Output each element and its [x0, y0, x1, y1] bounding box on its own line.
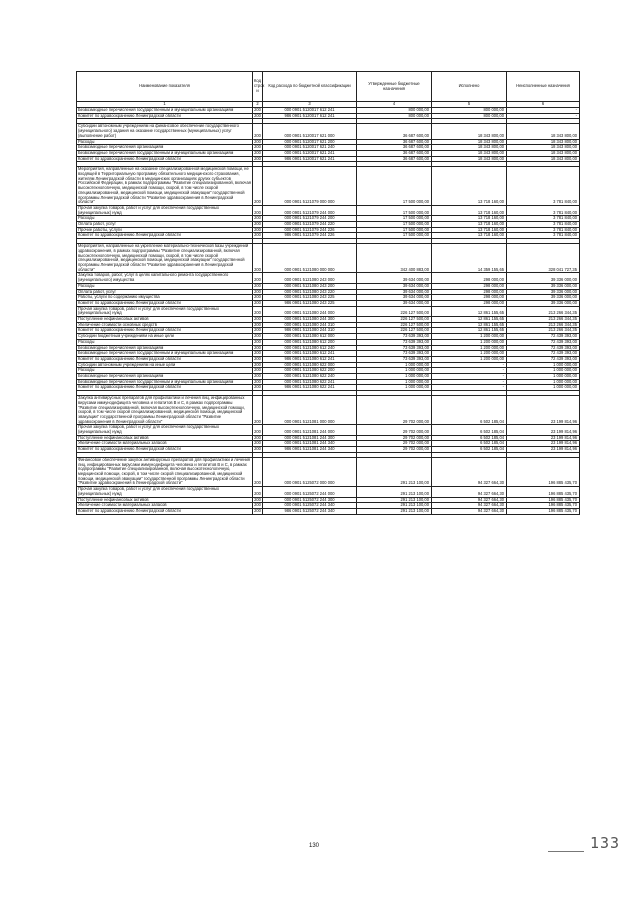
row-approved: 39 634 000,00 [357, 289, 432, 295]
row-code: 200 [254, 221, 261, 227]
row-name: Увеличение стоимости материальных запасов [77, 503, 253, 509]
row-executed: 800 000,00 [432, 108, 507, 114]
row-name: Закупка товаров, работ, услуг в целях капитального ремонта государственного (муниципального) имущества [77, 273, 253, 283]
row-kbk: 000 0901 5121079 244 200 [263, 216, 357, 222]
row-approved: 29 702 000,00 [357, 447, 432, 453]
table-body [77, 108, 580, 515]
row-kbk: 000 0901 5121080 000 000 [263, 244, 357, 273]
stamp-underline [548, 851, 584, 852]
row-code: 200 [254, 333, 261, 339]
row-executed: 298 000,00 [432, 273, 507, 283]
row-code: 200 [254, 440, 261, 446]
row-executed: 1 200 000,00 [432, 339, 507, 345]
row-executed: - [432, 368, 507, 374]
row-code: 200 [254, 434, 261, 440]
budget-table-sheet [76, 71, 579, 515]
row-code: 200 [253, 124, 263, 139]
row-remaining: 1 000 000,00 [507, 379, 580, 385]
row-code: 200 [253, 457, 263, 486]
row-kbk: 986 0901 5121080 244 310 [263, 328, 357, 334]
row-executed: 12 861 155,65 [432, 328, 507, 334]
row-name: Увеличение стоимости материальных запасов [77, 441, 253, 447]
row-executed: - [432, 362, 507, 368]
row-code: 200 [254, 367, 261, 373]
row-remaining: 72 439 393,00 [507, 356, 580, 362]
row-executed: 12 861 155,65 [432, 306, 507, 316]
row-approved: 36 687 600,00 [357, 156, 432, 162]
row-name: Оплата работ, услуг [77, 289, 253, 295]
row-name: Комитет по здравоохранению Ленинградской области [77, 447, 253, 453]
row-executed: 18 343 800,00 [432, 145, 507, 151]
row-kbk: 000 0901 5121080 612 240 [263, 345, 357, 351]
row-approved: 36 687 600,00 [357, 145, 432, 151]
row-kbk: 986 0901 5121080 612 241 [263, 356, 357, 362]
table-row [77, 124, 580, 139]
row-remaining: 3 781 840,00 [507, 167, 580, 206]
table-header-row [77, 72, 580, 102]
row-kbk: 000 0901 5120017 612 241 [263, 108, 357, 114]
table-row [77, 487, 580, 497]
row-remaining: 72 439 393,00 [507, 345, 580, 351]
row-executed: 94 327 664,30 [432, 487, 507, 497]
row-executed: 1 200 000,00 [432, 345, 507, 351]
row-kbk: 000 0901 5120017 621 240 [263, 145, 357, 151]
row-kbk: 000 0901 5121080 622 240 [263, 374, 357, 380]
row-kbk: 000 0901 5121080 244 300 [263, 317, 357, 323]
row-approved: 36 687 600,00 [357, 124, 432, 139]
row-code: 200 [253, 396, 263, 425]
row-remaining: 196 885 435,70 [507, 503, 580, 509]
row-code: 200 [254, 502, 261, 508]
row-remaining: 23 199 814,96 [507, 441, 580, 447]
row-approved: 1 000 000,00 [357, 368, 432, 374]
row-code: 200 [254, 384, 261, 390]
row-approved: 1 000 000,00 [357, 385, 432, 391]
row-name: Субсидии автономным учреждениям на иные цели [77, 362, 253, 368]
row-code: 200 [254, 155, 261, 161]
row-executed: 1 200 000,00 [432, 334, 507, 340]
row-executed: 298 000,00 [432, 283, 507, 289]
row-code: 200 [253, 273, 263, 283]
row-executed: 94 327 664,30 [432, 503, 507, 509]
row-approved: 1 000 000,00 [357, 379, 432, 385]
row-remaining: 1 000 000,00 [507, 368, 580, 374]
table-row [77, 508, 580, 514]
row-kbk: 000 0901 5125072 244 000 [263, 487, 357, 497]
row-kbk: 986 0901 5121080 622 241 [263, 385, 357, 391]
row-code: 200 [254, 321, 261, 327]
row-kbk: 000 0901 5120017 621 000 [263, 124, 357, 139]
row-kbk: 000 0901 5125072 244 340 [263, 503, 357, 509]
row-executed: 13 718 160,00 [432, 167, 507, 206]
row-approved: 73 639 393,00 [357, 345, 432, 351]
row-name: Увеличение стоимости основных средств [77, 322, 253, 328]
row-code: 200 [254, 112, 261, 118]
row-approved: 17 500 000,00 [357, 222, 432, 228]
row-approved: 39 634 000,00 [357, 273, 432, 283]
row-approved: 36 687 600,00 [357, 139, 432, 145]
row-approved: 39 634 000,00 [357, 283, 432, 289]
row-kbk: 000 0901 5121080 622 241 [263, 379, 357, 385]
row-kbk: 986 0901 5121080 243 225 [263, 300, 357, 306]
row-name: Расходы [77, 283, 253, 289]
row-code: 200 [254, 361, 261, 367]
row-name: Безвозмездные перечисления организациям [77, 145, 253, 151]
row-name: Комитет по здравоохранению Ленинградской области [77, 356, 253, 362]
row-kbk: 000 0901 5121080 243 200 [263, 283, 357, 289]
row-executed: 13 718 160,00 [432, 233, 507, 239]
col-number: 4 [357, 102, 432, 108]
row-name: Безвозмездные перечисления государственным и муниципальным организациям [77, 351, 253, 357]
table-row [77, 396, 580, 425]
row-code: 200 [254, 282, 261, 288]
row-approved: 29 702 000,00 [357, 435, 432, 441]
row-approved: 226 127 500,00 [357, 328, 432, 334]
row-executed: 12 861 155,65 [432, 317, 507, 323]
row-code: 200 [254, 338, 261, 344]
row-code: 200 [254, 107, 261, 112]
row-name: Комитет по здравоохранению Ленинградской области [77, 385, 253, 391]
col-header-row-code: Код строк и [253, 72, 263, 102]
col-number: 3 [263, 102, 357, 108]
row-name: Комитет по здравоохранению Ленинградской области [77, 328, 253, 334]
row-name: Прочая закупка товаров, работ и услуг для обеспечения государственных (муниципальных) нужд [77, 425, 253, 435]
row-remaining: 3 781 840,00 [507, 216, 580, 222]
row-name: Закупка антивирусных препаратов для профилактики и лечения лиц, инфицированных вирусами иммунодефицита человека и гепатитов B и C, в рамках подпрограммы "Развитие специализированной, включая высокотехнологичную, медицинской помощи, скорой, в том числе скорой специализированной, медицинской помощи, медицинской эвакуации" государственной программы Ленинградской области "Развитие здравоохранения в Ленинградской области" [77, 396, 253, 425]
row-executed: 18 343 800,00 [432, 156, 507, 162]
row-approved: 73 639 393,00 [357, 334, 432, 340]
row-executed: 800 000,00 [432, 113, 507, 119]
row-remaining: 39 336 000,00 [507, 295, 580, 301]
row-approved: 291 213 100,00 [357, 497, 432, 503]
row-name: Поступление нефинансовых активов [77, 435, 253, 441]
row-kbk: 000 0901 5121081 000 000 [263, 396, 357, 425]
row-remaining: 39 336 000,00 [507, 300, 580, 306]
row-approved: 29 702 000,00 [357, 441, 432, 447]
row-code: 200 [254, 149, 261, 155]
row-executed: - [432, 374, 507, 380]
row-code: 200 [254, 327, 261, 333]
row-remaining: 213 266 344,35 [507, 322, 580, 328]
row-remaining: 18 343 800,00 [507, 139, 580, 145]
row-approved: 29 702 000,00 [357, 396, 432, 425]
row-code: 200 [254, 294, 261, 300]
row-code: 200 [254, 355, 261, 361]
row-kbk: 000 0901 5125072 244 300 [263, 497, 357, 503]
row-remaining: 3 781 840,00 [507, 227, 580, 233]
row-code: 200 [254, 507, 261, 513]
row-code: 200 [254, 316, 261, 322]
row-remaining: 23 199 814,96 [507, 396, 580, 425]
row-kbk: 000 0901 5121081 244 340 [263, 441, 357, 447]
row-code: 200 [254, 378, 261, 384]
row-executed: - [432, 379, 507, 385]
row-kbk: 000 0901 5120017 621 241 [263, 150, 357, 156]
row-remaining: 1 000 000,00 [507, 362, 580, 368]
row-remaining: 3 781 840,00 [507, 205, 580, 215]
table-row [77, 244, 580, 273]
row-name: Прочая закупка товаров, работ и услуг для обеспечения государственных (муниципальных) нужд [77, 487, 253, 497]
row-code: 200 [253, 487, 263, 497]
row-kbk: 000 0901 5125072 000 000 [263, 457, 357, 486]
row-approved: 17 500 000,00 [357, 216, 432, 222]
row-remaining: 196 885 435,70 [507, 508, 580, 514]
row-approved: 800 000,00 [357, 108, 432, 114]
row-remaining: 39 336 000,00 [507, 273, 580, 283]
row-name: Комитет по здравоохранению Ленинградской области [77, 156, 253, 162]
row-remaining: 72 439 393,00 [507, 339, 580, 345]
row-executed: 13 718 160,00 [432, 216, 507, 222]
col-header-approved: Утвержденные бюджетные назначения [357, 72, 432, 102]
row-remaining: 23 199 814,96 [507, 425, 580, 435]
row-remaining: 1 000 000,00 [507, 385, 580, 391]
row-code: 200 [254, 344, 261, 350]
row-remaining: 39 336 000,00 [507, 283, 580, 289]
row-kbk: 000 0901 5121080 243 225 [263, 295, 357, 301]
row-name: Безвозмездные перечисления организациям [77, 374, 253, 380]
row-name: Безвозмездные перечисления организациям [77, 345, 253, 351]
row-approved: 73 639 393,00 [357, 351, 432, 357]
row-kbk: 000 0901 5121080 612 200 [263, 339, 357, 345]
row-remaining: 18 343 800,00 [507, 150, 580, 156]
row-code: 200 [253, 425, 263, 435]
row-code: 200 [254, 138, 261, 144]
row-remaining: 18 343 800,00 [507, 145, 580, 151]
row-name: Комитет по здравоохранению Ленинградской области [77, 508, 253, 514]
row-code: 200 [254, 144, 261, 150]
row-name: Поступление нефинансовых активов [77, 497, 253, 503]
row-remaining: 1 000 000,00 [507, 374, 580, 380]
row-executed: 18 343 800,00 [432, 139, 507, 145]
row-kbk: 986 0901 5120017 612 241 [263, 113, 357, 119]
row-name: Прочие работы, услуги [77, 227, 253, 233]
row-executed: 94 327 664,30 [432, 497, 507, 503]
row-remaining: 23 199 814,96 [507, 447, 580, 453]
row-name: Комитет по здравоохранению Ленинградской области [77, 113, 253, 119]
row-remaining: - [507, 113, 580, 119]
col-number: 6 [507, 102, 580, 108]
row-kbk: 000 0901 5121080 244 310 [263, 322, 357, 328]
row-name: Безвозмездные перечисления государственным и муниципальным организациям [77, 108, 253, 114]
row-executed: 13 718 160,00 [432, 227, 507, 233]
row-name: Безвозмездные перечисления государственным и муниципальным организациям [77, 379, 253, 385]
row-code: 200 [254, 299, 261, 305]
row-kbk: 000 0901 5121080 612 000 [263, 334, 357, 340]
row-approved: 226 127 500,00 [357, 322, 432, 328]
row-kbk: 986 0901 5125072 244 340 [263, 508, 357, 514]
row-code: 200 [253, 167, 263, 206]
row-name: Расходы [77, 139, 253, 145]
row-code: 200 [254, 226, 261, 232]
table-row [77, 457, 580, 486]
row-name: Субсидии бюджетным учреждениям на иные цели [77, 334, 253, 340]
row-code: 200 [253, 205, 263, 215]
col-header-kbk: Код расхода по бюджетной классификации [263, 72, 357, 102]
row-code: 200 [254, 215, 261, 221]
col-header-executed: Исполнено [432, 72, 507, 102]
table-row [77, 205, 580, 215]
row-kbk: 000 0901 5121080 622 200 [263, 368, 357, 374]
row-remaining: 3 781 840,00 [507, 222, 580, 228]
col-number: 2 [253, 102, 263, 108]
row-executed: 94 327 664,30 [432, 457, 507, 486]
row-kbk: 000 0901 5121080 612 241 [263, 351, 357, 357]
row-approved: 73 639 393,00 [357, 356, 432, 362]
row-approved: 1 000 000,00 [357, 362, 432, 368]
row-code: 200 [254, 350, 261, 356]
row-approved: 800 000,00 [357, 113, 432, 119]
row-name: Комитет по здравоохранению Ленинградской области [77, 233, 253, 239]
row-approved: 73 639 393,00 [357, 339, 432, 345]
page-number: 130 [309, 843, 320, 849]
row-name: Прочая закупка товаров, работ и услуг для обеспечения государственных (муниципальных) нужд [77, 205, 253, 215]
row-code: 200 [254, 496, 261, 502]
row-executed: 14 359 155,65 [432, 244, 507, 273]
row-executed: 18 343 800,00 [432, 150, 507, 156]
row-executed: 298 000,00 [432, 300, 507, 306]
row-approved: 39 634 000,00 [357, 295, 432, 301]
row-name: Безвозмездные перечисления государственным и муниципальным организациям [77, 150, 253, 156]
col-header-remaining: Неисполненные назначения [507, 72, 580, 102]
row-remaining: 213 266 344,35 [507, 328, 580, 334]
row-approved: 226 127 500,00 [357, 317, 432, 323]
row-remaining: 72 439 393,00 [507, 334, 580, 340]
row-remaining: 213 266 344,35 [507, 306, 580, 316]
row-executed: 6 502 185,04 [432, 441, 507, 447]
row-kbk: 000 0901 5121079 244 000 [263, 205, 357, 215]
row-kbk: 000 0901 5121079 244 226 [263, 227, 357, 233]
row-executed: 6 502 185,04 [432, 396, 507, 425]
row-approved: 291 213 100,00 [357, 457, 432, 486]
row-approved: 1 000 000,00 [357, 374, 432, 380]
row-kbk: 000 0901 5121080 244 000 [263, 306, 357, 316]
row-approved: 291 213 100,00 [357, 508, 432, 514]
row-executed: 6 502 185,04 [432, 425, 507, 435]
table-row [77, 306, 580, 316]
budget-execution-table [76, 71, 580, 515]
row-code: 200 [254, 373, 261, 379]
row-executed: 18 343 800,00 [432, 124, 507, 139]
row-remaining: 196 885 435,70 [507, 497, 580, 503]
row-executed: 1 200 000,00 [432, 351, 507, 357]
row-kbk: 000 0901 5121080 622 000 [263, 362, 357, 368]
row-code: 200 [254, 232, 261, 238]
col-header-name: Наименование показателя [77, 72, 253, 102]
row-executed: 298 000,00 [432, 289, 507, 295]
row-kbk: 000 0901 5121079 000 000 [263, 167, 357, 206]
row-name: Прочая закупка товаров, работ и услуг для обеспечения государственных (муниципальных) нужд [77, 306, 253, 316]
row-remaining: 196 885 435,70 [507, 487, 580, 497]
row-executed: 6 502 185,04 [432, 435, 507, 441]
row-name: Оплата работ, услуг [77, 222, 253, 228]
row-executed: 6 502 185,04 [432, 447, 507, 453]
row-name: Субсидии автономным учреждениям на финансовое обеспечение государственного (муниципального) задания на оказание государственных (муниципальных) услуг (выполнение работ) [77, 124, 253, 139]
row-remaining: 72 439 393,00 [507, 351, 580, 357]
table-row [77, 425, 580, 435]
row-approved: 291 213 100,00 [357, 503, 432, 509]
row-remaining: - [507, 108, 580, 114]
row-approved: 17 500 000,00 [357, 233, 432, 239]
row-kbk: 000 0901 5121080 243 000 [263, 273, 357, 283]
row-code: 200 [254, 288, 261, 294]
row-code: 200 [253, 306, 263, 316]
row-approved: 39 634 000,00 [357, 300, 432, 306]
row-executed: 1 200 000,00 [432, 356, 507, 362]
row-approved: 342 400 883,00 [357, 244, 432, 273]
row-remaining: 39 336 000,00 [507, 289, 580, 295]
row-remaining: 328 041 727,35 [507, 244, 580, 273]
row-approved: 17 500 000,00 [357, 205, 432, 215]
row-code: 200 [253, 244, 263, 273]
row-kbk: 000 0901 5120017 621 200 [263, 139, 357, 145]
table-row [77, 167, 580, 206]
row-remaining: 23 199 814,96 [507, 435, 580, 441]
row-name: Комитет по здравоохранению Ленинградской области [77, 300, 253, 306]
table-row [77, 273, 580, 283]
row-code: 200 [254, 446, 261, 452]
row-kbk: 000 0901 5121081 244 000 [263, 425, 357, 435]
row-executed: 12 861 155,65 [432, 322, 507, 328]
row-name: Расходы [77, 368, 253, 374]
row-kbk: 000 0901 5121080 243 220 [263, 289, 357, 295]
col-number: 5 [432, 102, 507, 108]
row-approved: 29 702 000,00 [357, 425, 432, 435]
row-approved: 17 500 000,00 [357, 167, 432, 206]
row-kbk: 000 0901 5121081 244 300 [263, 435, 357, 441]
row-name: Мероприятия, направленные на оказание специализированной медицинской помощи, не входящей в Территориальную программу обязательного медицинского страхования, жителям Ленинградской области в медицинских организациях других субъектов Российской Федерации, в рамках подпрограммы "Развитие специализированной, включая высокотехнологичную, медицинской помощи, скорой, в том числе скорой специализированной, медицинской помощи, медицинской эвакуации" государственной программы Ленинградской области "Развитие здравоохранения в Ленинградской области" [78, 166, 251, 205]
row-name: Финансовое обеспечение закупок антивирусных препаратов для профилактики и лечения лиц, инфицированных вирусами иммунодефицита человека и гепатитов B и C, в рамках подпрограммы "Развитие специализированной, включая высокотехнологичную, медицинской помощи, скорой, в том числе скорой специализированной, медицинской помощи, медицинской эвакуации" государственной программы Ленинградской области "Развитие здравоохранения в Ленинградской области" [77, 457, 253, 486]
row-kbk: 986 0901 5121081 244 340 [263, 447, 357, 453]
row-executed: 298 000,00 [432, 295, 507, 301]
row-name: Мероприятия, направленные на укрепление материально-технической базы учреждений здравоохранения, в рамках подпрограммы "Развитие специализированной, включая высокотехнологичную, медицинской помощи, скорой, в том числе скорой специализированной, медицинской помощи, медицинской эвакуации" государственной программы Ленинградской области "Развитие здравоохранения в Ленинградской области" [77, 244, 253, 273]
row-kbk: 986 0901 5121079 244 226 [263, 233, 357, 239]
col-number: 1 [77, 102, 253, 108]
row-executed: 13 718 160,00 [432, 222, 507, 228]
row-executed: - [432, 385, 507, 391]
row-name: Расходы [77, 216, 253, 222]
row-approved: 291 213 100,00 [357, 487, 432, 497]
row-remaining: 18 343 800,00 [507, 156, 580, 162]
row-approved: 17 500 000,00 [357, 227, 432, 233]
row-remaining: 3 781 840,00 [507, 233, 580, 239]
row-executed: 13 718 160,00 [432, 205, 507, 215]
row-kbk: 986 0901 5120017 621 241 [263, 156, 357, 162]
row-name: Работы, услуги по содержанию имущества [77, 295, 253, 301]
row-name: Поступление нефинансовых активов [77, 317, 253, 323]
row-remaining: 18 343 800,00 [507, 124, 580, 139]
sheet-stamp-number: 133 [590, 834, 621, 852]
row-approved: 36 687 600,00 [357, 150, 432, 156]
row-executed: 94 327 664,30 [432, 508, 507, 514]
row-approved: 226 127 500,00 [357, 306, 432, 316]
row-name: Расходы [77, 339, 253, 345]
row-kbk: 000 0901 5121079 244 220 [263, 222, 357, 228]
row-remaining: 213 266 344,35 [507, 317, 580, 323]
row-remaining: 196 885 435,70 [507, 457, 580, 486]
